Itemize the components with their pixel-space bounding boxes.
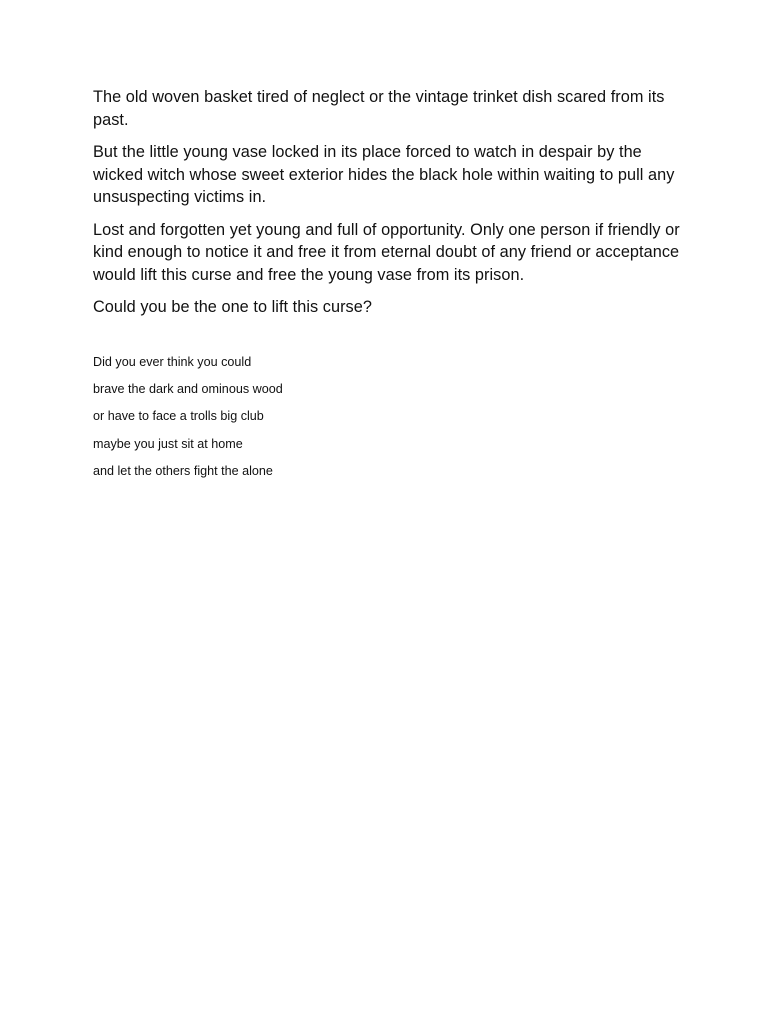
poem-line-1: Did you ever think you could [93, 354, 252, 369]
poem-line-3: or have to face a trolls big club [93, 409, 264, 424]
poem-line-4: maybe you just sit at home [93, 436, 243, 451]
document-body [93, 86, 683, 489]
paragraph-4: Could you be the one to lift this curse? [93, 298, 372, 316]
poem-line-2: brave the dark and ominous wood [93, 381, 283, 396]
paragraph-2: But the little young vase locked in its place forced to watch in despair by the wicked witch whose sweet exterior hides the black hole within waiting to pull any unsuspecting victims in. [93, 143, 675, 206]
paragraph-3: Lost and forgotten yet young and full of opportunity. Only one person if friendly or kind enough to notice it and free it from eternal doubt of any friend or acceptance would lift this curse and free the young vase from its prison. [93, 220, 680, 284]
paragraph-1: The old woven basket tired of neglect or the vintage trinket dish scared from its past. [93, 88, 665, 129]
poem-line-5: and let the others fight the alone [93, 464, 273, 479]
poem-block [93, 353, 683, 481]
